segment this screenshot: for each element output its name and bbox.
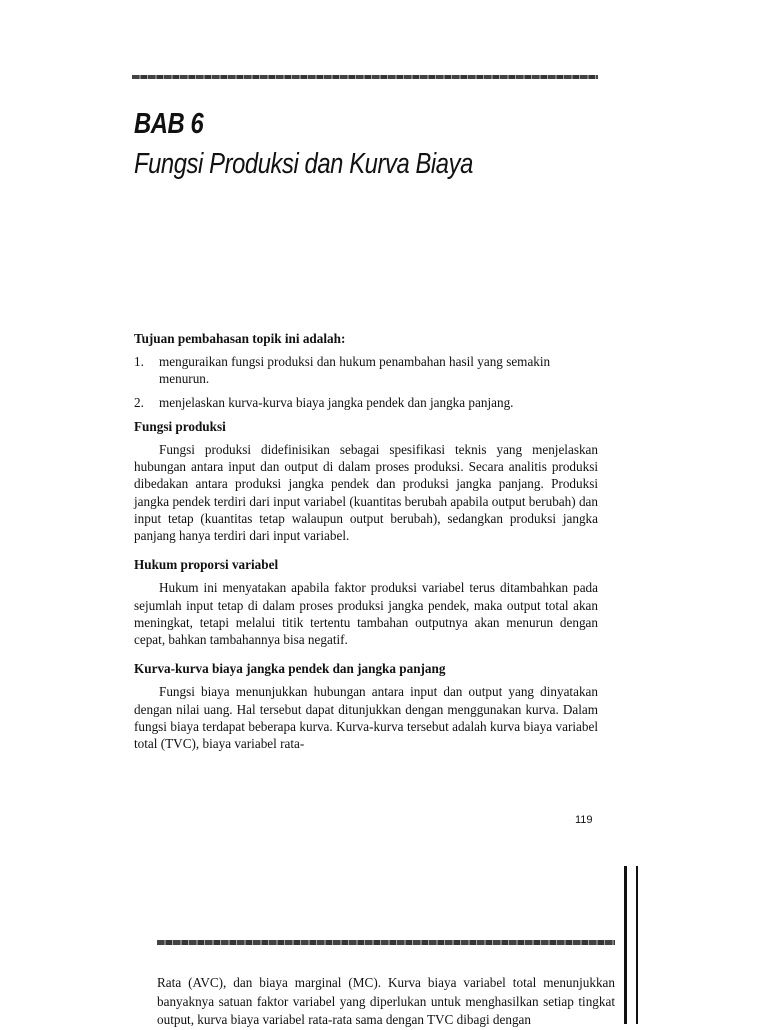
- section-body-fungsi-produksi: Fungsi produksi didefinisikan sebagai spesifikasi teknis yang menjelaskan hubungan antara input dan output di dalam proses produksi. Secara analitis produksi dibedakan antara produksi jangka pendek dan produksi jangka panjang. Produksi jangka pendek terdiri dari input variabel (kuantitas berubah apabila output berubah) dan input tetap (kuantitas tetap walaupun output berubah), sedangkan produksi jangka panjang hanya terdiri dari input variabel.: [134, 442, 598, 544]
- objectives-heading: Tujuan pembahasan topik ini adalah:: [134, 331, 346, 346]
- objective-text: menguraikan fungsi produksi dan hukum penambahan hasil yang semakin menurun.: [159, 354, 551, 387]
- page-edge-line: [624, 866, 627, 1024]
- page-content: [134, 330, 598, 752]
- objective-item: [134, 394, 598, 411]
- section-body-kurva-biaya: Fungsi biaya menunjukkan hubungan antara input dan output yang dinyatakan dengan nilai uang. Hal tersebut dapat ditunjukkan dengan menggunakan kurva. Dalam fungsi biaya terdapat beberapa kurva. Kurva-kurva tersebut adalah kurva biaya variabel total (TVC), biaya variabel rata-: [134, 684, 598, 752]
- top-decorative-rule: [132, 75, 598, 79]
- chapter-title: Fungsi Produksi dan Kurva Biaya: [134, 148, 473, 180]
- next-page-text: Rata (AVC), dan biaya marginal (MC). Kurva biaya variabel total menunjukkan banyaknya satuan faktor variabel yang diperlukan untuk menghasilkan setiap tingkat output, kurva biaya variabel rata-rata sama dengan TVC dibagi dengan: [157, 975, 615, 1027]
- section-body-hukum-proporsi: Hukum ini menyatakan apabila faktor produksi variabel terus ditambahkan pada sejumlah input tetap di dalam proses produksi jangka pendek, maka output total akan meningkat, tetapi melalui titik tertentu tambahan outputnya akan menurun dengan cepat, bahkan tambahannya bisa negatif.: [134, 580, 598, 648]
- objective-text: menjelaskan kurva-kurva biaya jangka pendek dan jangka panjang.: [159, 394, 514, 410]
- next-page-top-rule: [157, 940, 615, 945]
- objective-item: [134, 353, 598, 387]
- section-heading-fungsi-produksi: Fungsi produksi: [134, 418, 226, 434]
- page-edge-line: [636, 866, 638, 1024]
- page-number: 119: [575, 814, 593, 826]
- chapter-number: BAB 6: [134, 108, 204, 140]
- section-heading-hukum-proporsi: Hukum proporsi variabel: [134, 557, 279, 573]
- objective-number: 2.: [134, 394, 144, 410]
- section-heading-kurva-biaya: Kurva-kurva biaya jangka pendek dan jangka panjang: [134, 661, 446, 677]
- objective-number: 1.: [134, 354, 144, 370]
- objectives-list: [134, 353, 598, 411]
